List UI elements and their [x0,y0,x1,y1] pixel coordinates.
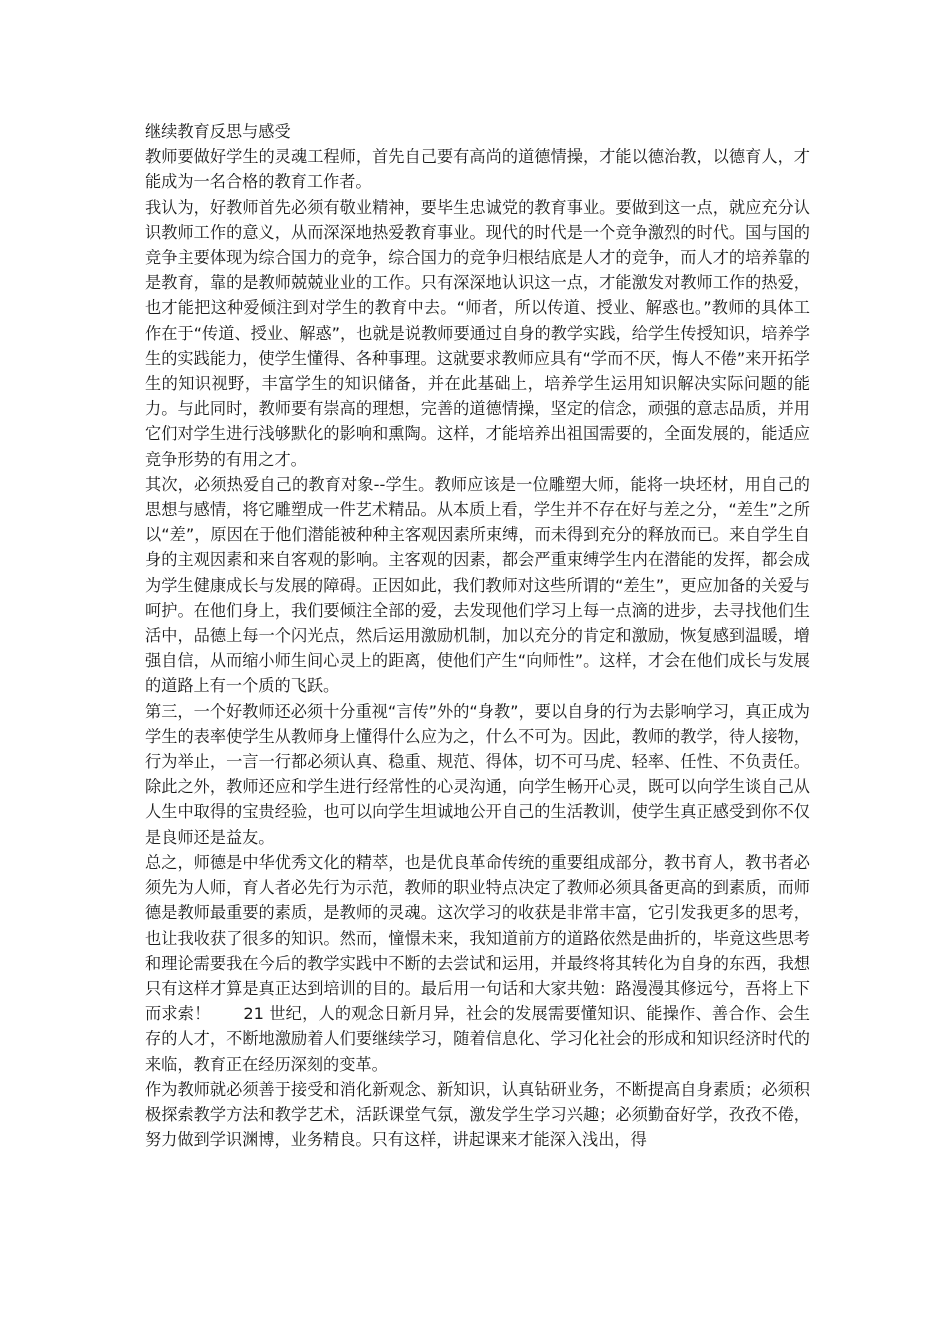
paragraph-conclusion: 总之，师德是中华优秀文化的精萃，也是优良革命传统的重要组成部分，教书育人，教书者必须先为人师，育人者必先行为示范，教师的职业特点决定了教师必须具备更高的到素质，而师德是教师最重要的素质，是教师的灵魂。这次学习的收获是非常丰富，它引发我更多的思考，也让我收获了很多的知识。然而，憧憬未来，我知道前方的道路依然是曲折的，毕竟这些思考和理论需要我在今后的教学实践中不断的去尝试和运用，并最终将其转化为自身的东西，我想只有这样才算是真正达到培训的目的。最后用一句话和大家共勉：路漫漫其修远兮，吾将上下而求索！ 21 世纪，人的观念日新月异，社会的发展需要懂知识、能操作、善合作、会生存的人才，不断地激励着人们要继续学习，随着信息化、学习化社会的形成和知识经济时代的来临，教育正在经历深刻的变革。 [145,852,810,1074]
paragraph-intro: 教师要做好学生的灵魂工程师，首先自己要有高尚的道德情操，才能以德治教，以德育人，才能成为一名合格的教育工作者。 [145,147,810,192]
document-body [145,119,810,1152]
paragraph-example: 第三，一个好教师还必须十分重视“言传”外的“身教”，要以自身的行为去影响学习，真正成为学生的表率使学生从教师身上懂得什么应为之，什么不可为。因此，教师的教学，待人接物，行为举止，一言一行都必须认真、稳重、规范、得体，切不可马虎、轻率、任性、不负责任。除此之外，教师还应和学生进行经常性的心灵沟通，向学生畅开心灵，既可以向学生谈自己从人生中取得的宝贵经验，也可以向学生坦诚地公开自己的生活教训，使学生真正感受到你不仅是良师还是益友。 [145,701,810,847]
paragraph-dedication: 我认为，好教师首先必须有敬业精神，要毕生忠诚党的教育事业。要做到这一点，就应充分认识教师工作的意义，从而深深地热爱教育事业。现代的时代是一个竞争激烈的时代。国与国的竞争主要体现为综合国力的竞争，综合国力的竞争归根结底是人才的竞争，而人才的培养靠的是教育，靠的是教师兢兢业业的工作。只有深深地认识这一点，才能激发对教师工作的热爱，也才能把这种爱倾注到对学生的教育中去。“师者，所以传道、授业、解惑也。”教师的具体工作在于“传道、授业、解惑”，也就是说教师要通过自身的教学实践，给学生传授知识，培养学生的实践能力，使学生懂得、各种事理。这就要求教师应具有“学而不厌，悔人不倦”来开拓学生的知识视野，丰富学生的知识储备，并在此基础上，培养学生运用知识解决实际问题的能力。与此同时，教师要有崇高的理想，完善的道德情操，坚定的信念，顽强的意志品质，并用它们对学生进行浅够默化的影响和熏陶。这样，才能培养出祖国需要的，全面发展的，能适应竞争形势的有用之才。 [145,197,810,469]
document-title: 继续教育反思与感受 [145,122,291,141]
paragraph-teacher-growth: 作为教师就必须善于接受和消化新观念、新知识，认真钻研业务，不断提高自身素质；必须积极探索教学方法和教学艺术，活跃课堂气氛，激发学生学习兴趣；必须勤奋好学，孜孜不倦，努力做到学识渊博，业务精良。只有这样，讲起课来才能深入浅出，得 [145,1079,810,1150]
paragraph-love-students: 其次，必须热爱自己的教育对象--学生。教师应该是一位雕塑大师，能将一块坯材，用自己的思想与感情，将它雕塑成一件艺术精品。从本质上看，学生并不存在好与差之分，“差生”之所以“差”，原因在于他们潜能被种种主客观因素所束缚，而未得到充分的释放而已。来自学生自身的主观因素和来自客观的影响。主客观的因素，都会严重束缚学生内在潜能的发挥，都会成为学生健康成长与发展的障碍。正因如此，我们教师对这些所谓的“差生”，更应加备的关爱与呵护。在他们身上，我们要倾注全部的爱，去发现他们学习上每一点滴的进步，去寻找他们生活中，品德上每一个闪光点，然后运用激励机制，加以充分的肯定和激励，恢复感到温暖，增强自信，从而缩小师生间心灵上的距离，使他们产生“向师性”。这样，才会在他们成长与发展的道路上有一个质的飞跃。 [145,474,810,696]
